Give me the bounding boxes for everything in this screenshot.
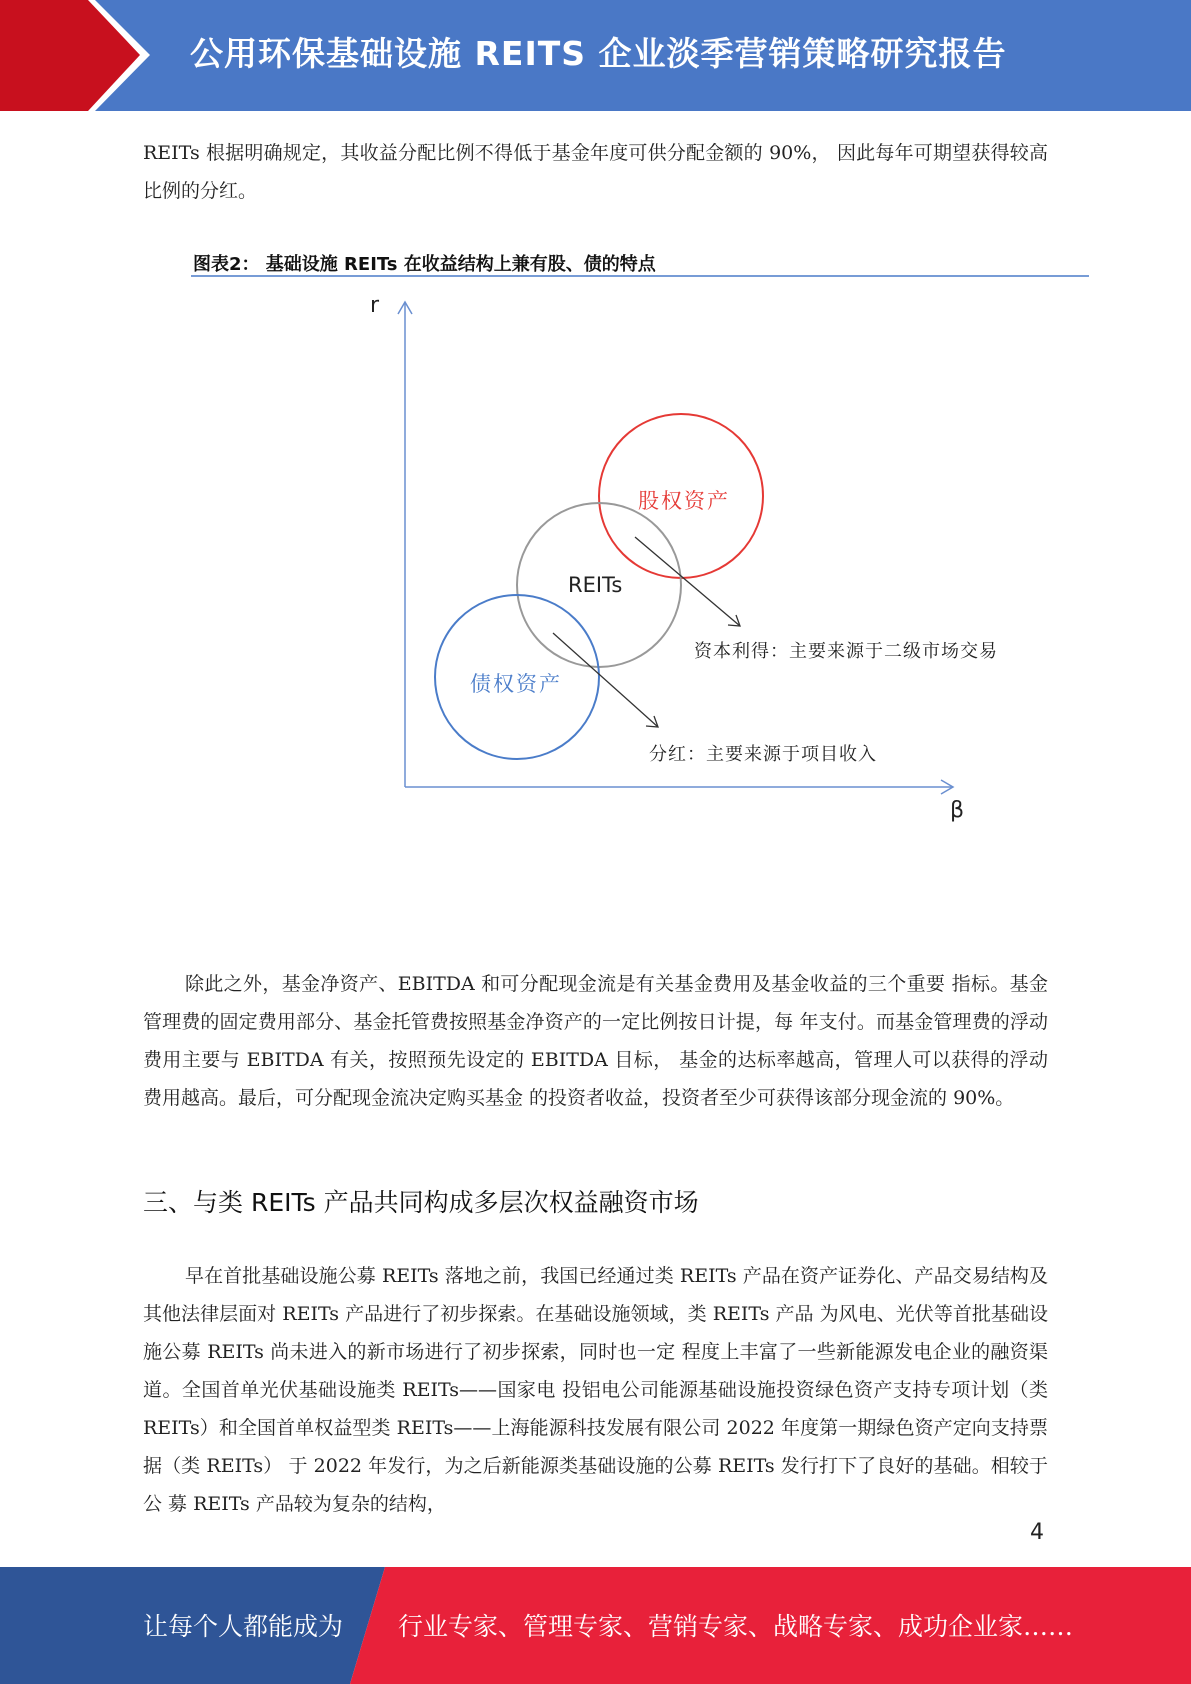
body-paragraph-fees: 除此之外，基金净资产、EBITDA 和可分配现金流是有关基金费用及基金收益的三个重要 指标。基金管理费的固定费用部分、基金托管费按照基金净资产的一定比例按日计提，每 年支付。而基金管理费的浮动费用主要与 EBITDA 有关，按照预先设定的 EBITDA 目标， 基金的达标率越高，管理人可以获得的浮动费用越高。最后，可分配现金流决定购买基金 的投资者收益，投资者至少可获得该部分现金流的 90%。	[143, 973, 1048, 1109]
figure-caption: 图表2： 基础设施 REITs 在收益结构上兼有股、债的特点	[193, 254, 656, 275]
footer-slogan-left: 让每个人都能成为	[143, 1612, 344, 1641]
capital-gain-arrow	[635, 537, 740, 626]
body-paragraph-quasi-reits: 早在首批基础设施公募 REITs 落地之前，我国已经通过类 REITs 产品在资产证券化、产品交易结构及其他法律层面对 REITs 产品进行了初步探索。在基础设施领域，类 REITs 产品 为风电、光伏等首批基础设施公募 REITs 尚未进入的新市场进行了初步探索，同时也一定 程度上丰富了一些新能源发电企业的融资渠道。全国首单光伏基础设施类 REITs——国家电 投铝电公司能源基础设施投资绿色资产支持专项计划（类 REITs）和全国首单权益型类 REITs——上海能源科技发展有限公司 2022 年度第一期绿色资产定向支持票据（类 REITs） 于 2022 年发行，为之后新能源类基础设施的公募 REITs 发行打下了良好的基础。相较于公 募 REITs 产品较为复杂的结构，	[143, 1265, 1048, 1515]
reits-label: REITs	[568, 573, 623, 597]
capital-gain-note: 资本利得：主要来源于二级市场交易	[694, 641, 998, 662]
page-number: 4	[1030, 1520, 1044, 1545]
y-axis-label: r	[370, 293, 380, 318]
header-chevron-graphic	[0, 0, 160, 111]
figure-graphic	[190, 240, 1090, 860]
section-heading: 三、与类 REITs 产品共同构成多层次权益融资市场	[143, 1188, 699, 1217]
page-header	[0, 0, 1191, 111]
debt-label: 债权资产	[470, 672, 562, 696]
report-title: 公用环保基础设施 REITS 企业淡季营销策略研究报告	[190, 34, 1007, 73]
dividend-note: 分红：主要来源于项目收入	[649, 744, 877, 765]
intro-paragraph: REITs 根据明确规定，其收益分配比例不得低于基金年度可供分配金额的 90%， 因此每年可期望获得较高比例的分红。	[143, 142, 1048, 202]
footer-slogan-right: 行业专家、管理专家、营销专家、战略专家、成功企业家……	[398, 1612, 1074, 1641]
equity-label: 股权资产	[638, 489, 730, 513]
x-axis-label: β	[950, 798, 965, 823]
page-footer	[0, 1567, 1191, 1684]
dividend-arrow	[553, 633, 658, 727]
figure-reits-return-structure	[190, 240, 1090, 860]
